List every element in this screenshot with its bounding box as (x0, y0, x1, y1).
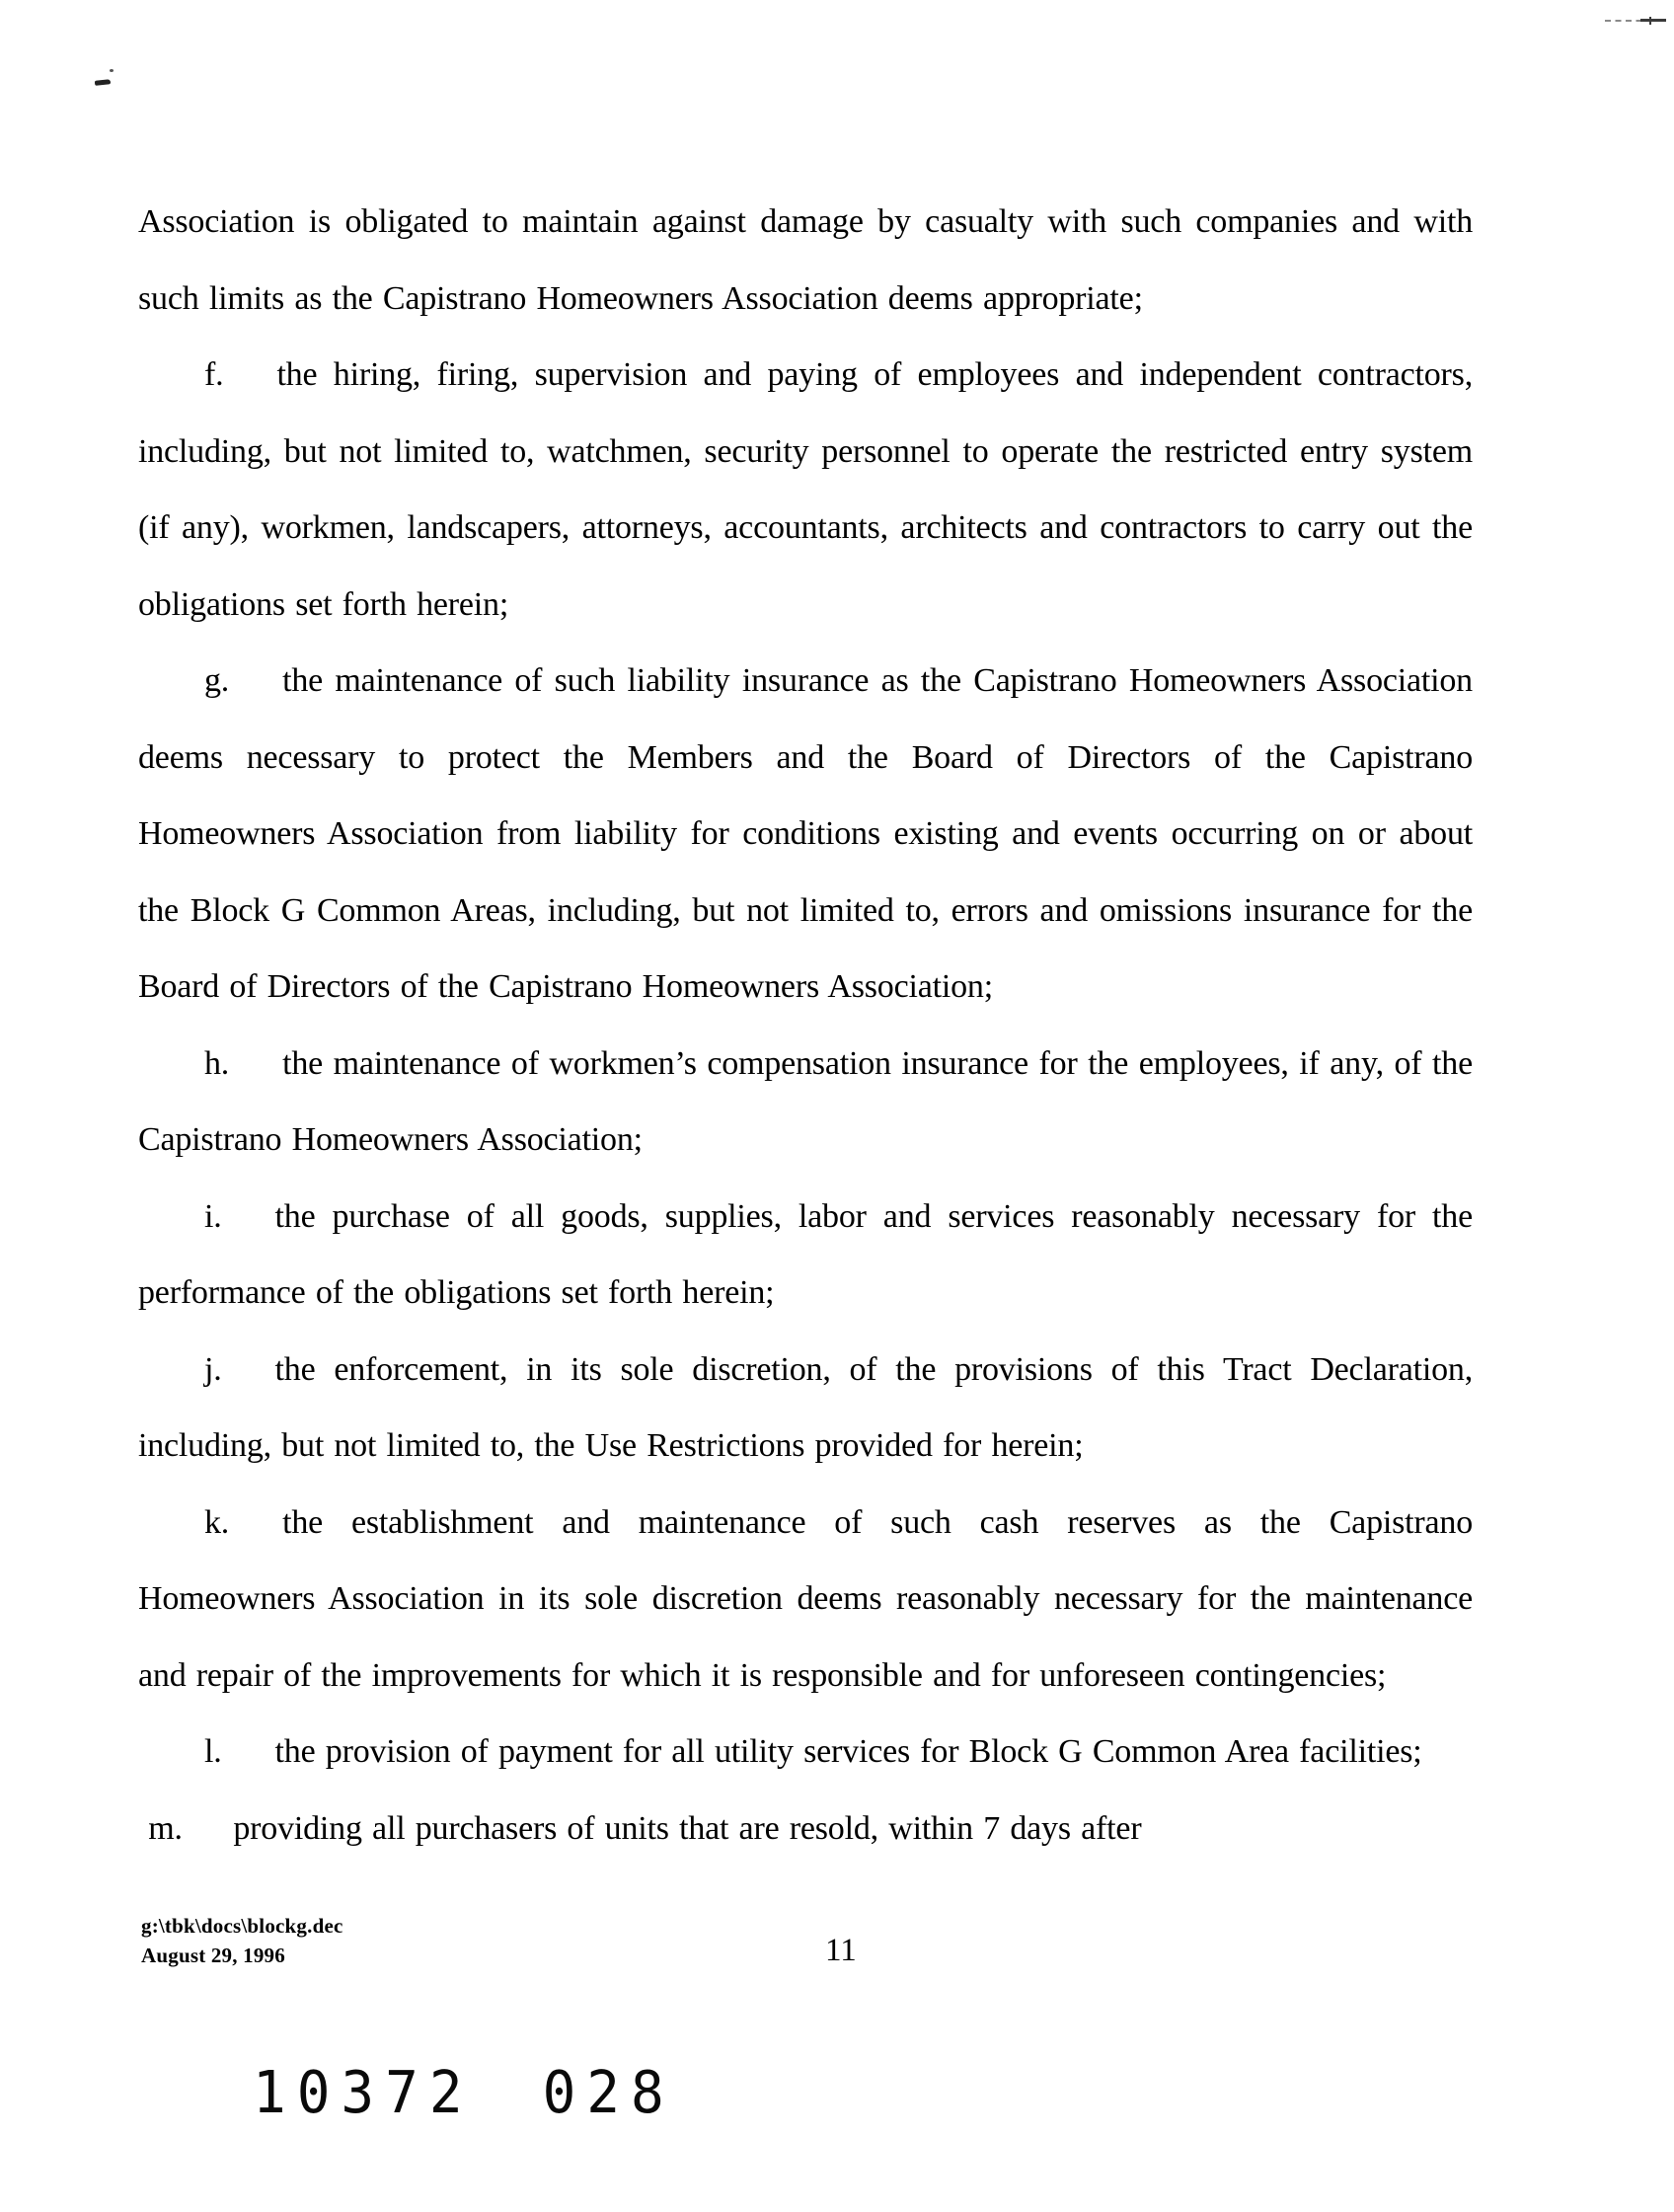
paragraph-f (138, 337, 1473, 643)
paragraph-l-m (138, 1714, 1473, 1867)
paragraph-i (138, 1179, 1473, 1332)
paragraph-label: k. (204, 1503, 230, 1541)
paragraph-h (138, 1026, 1473, 1179)
paragraph-text: the maintenance of workmen’s compensation insurance for the employees, if any, of the Capistrano Homeowners Association; (138, 1044, 1473, 1158)
paragraph-text: the establishment and maintenance of such cash reserves as the Capistrano Homeowners Association in its sole discretion deems reasonably necessary for the maintenance and repair of the improvements for which it is responsible and for unforeseen contingencies; (138, 1503, 1473, 1694)
paragraph-label: g. (204, 662, 230, 699)
paragraph-text: the maintenance of such liability insurance as the Capistrano Homeowners Association deems necessary to protect the Members and the Board of Directors of the Capistrano Homeowners Association from liability for conditions existing and events occurring on or about the Block G Common Areas, including, but not limited to, errors and omissions insurance for the Board of Directors of the Capistrano Homeowners Association; (138, 662, 1473, 1005)
paragraph-text: the purchase of all goods, supplies, labor and services reasonably necessary for the performance of the obligations set forth herein; (138, 1197, 1473, 1311)
paragraph-text: Association is obligated to maintain against damage by casualty with such companies and with such limits as the Capistrano Homeowners Association deems appropriate; (138, 203, 1473, 317)
paragraph-text: the provision of payment for all utility services for Block G Common Area facilities; m. providing all purchasers of units that are resold, within 7 days after (138, 1733, 1473, 1847)
paragraph-continuation (138, 184, 1473, 337)
scan-artifact-dot (110, 69, 114, 72)
document-stamp (253, 2059, 675, 2126)
stamp-number-right: 028 (542, 2059, 675, 2127)
paragraph-label: h. (204, 1044, 230, 1082)
scan-artifact-tick (1649, 17, 1651, 25)
page-number: 11 (825, 1933, 857, 1968)
paragraph-j (138, 1332, 1473, 1485)
paragraph-label: l. (204, 1733, 222, 1770)
scan-artifact-dash-solid (1640, 19, 1666, 22)
paragraph-k (138, 1485, 1473, 1715)
footer-date: August 29, 1996 (141, 1944, 285, 1967)
paragraph-label: i. (204, 1197, 222, 1235)
footer-file-path: g:\tbk\docs\blockg.dec (141, 1914, 343, 1938)
paragraph-text: the enforcement, in its sole discretion, of the provisions of this Tract Declaration, including, but not limited to, the Use Restrictions provided for herein; (138, 1350, 1473, 1464)
paragraph-g (138, 643, 1473, 1026)
paragraph-text: the hiring, firing, supervision and paying of employees and independent contractors, including, but not limited to, watchmen, security personnel to operate the restricted entry system (if any), workmen, landscapers, attorneys, accountants, architects and contractors to carry out the obligations set forth herein; (138, 356, 1473, 623)
scan-artifact-mark (95, 79, 111, 86)
paragraph-label: j. (204, 1350, 222, 1388)
document-body (138, 184, 1473, 1867)
paragraph-label: f. (204, 356, 224, 393)
footer-file-block (141, 1911, 343, 1970)
stamp-number-left: 10372 (253, 2059, 474, 2127)
